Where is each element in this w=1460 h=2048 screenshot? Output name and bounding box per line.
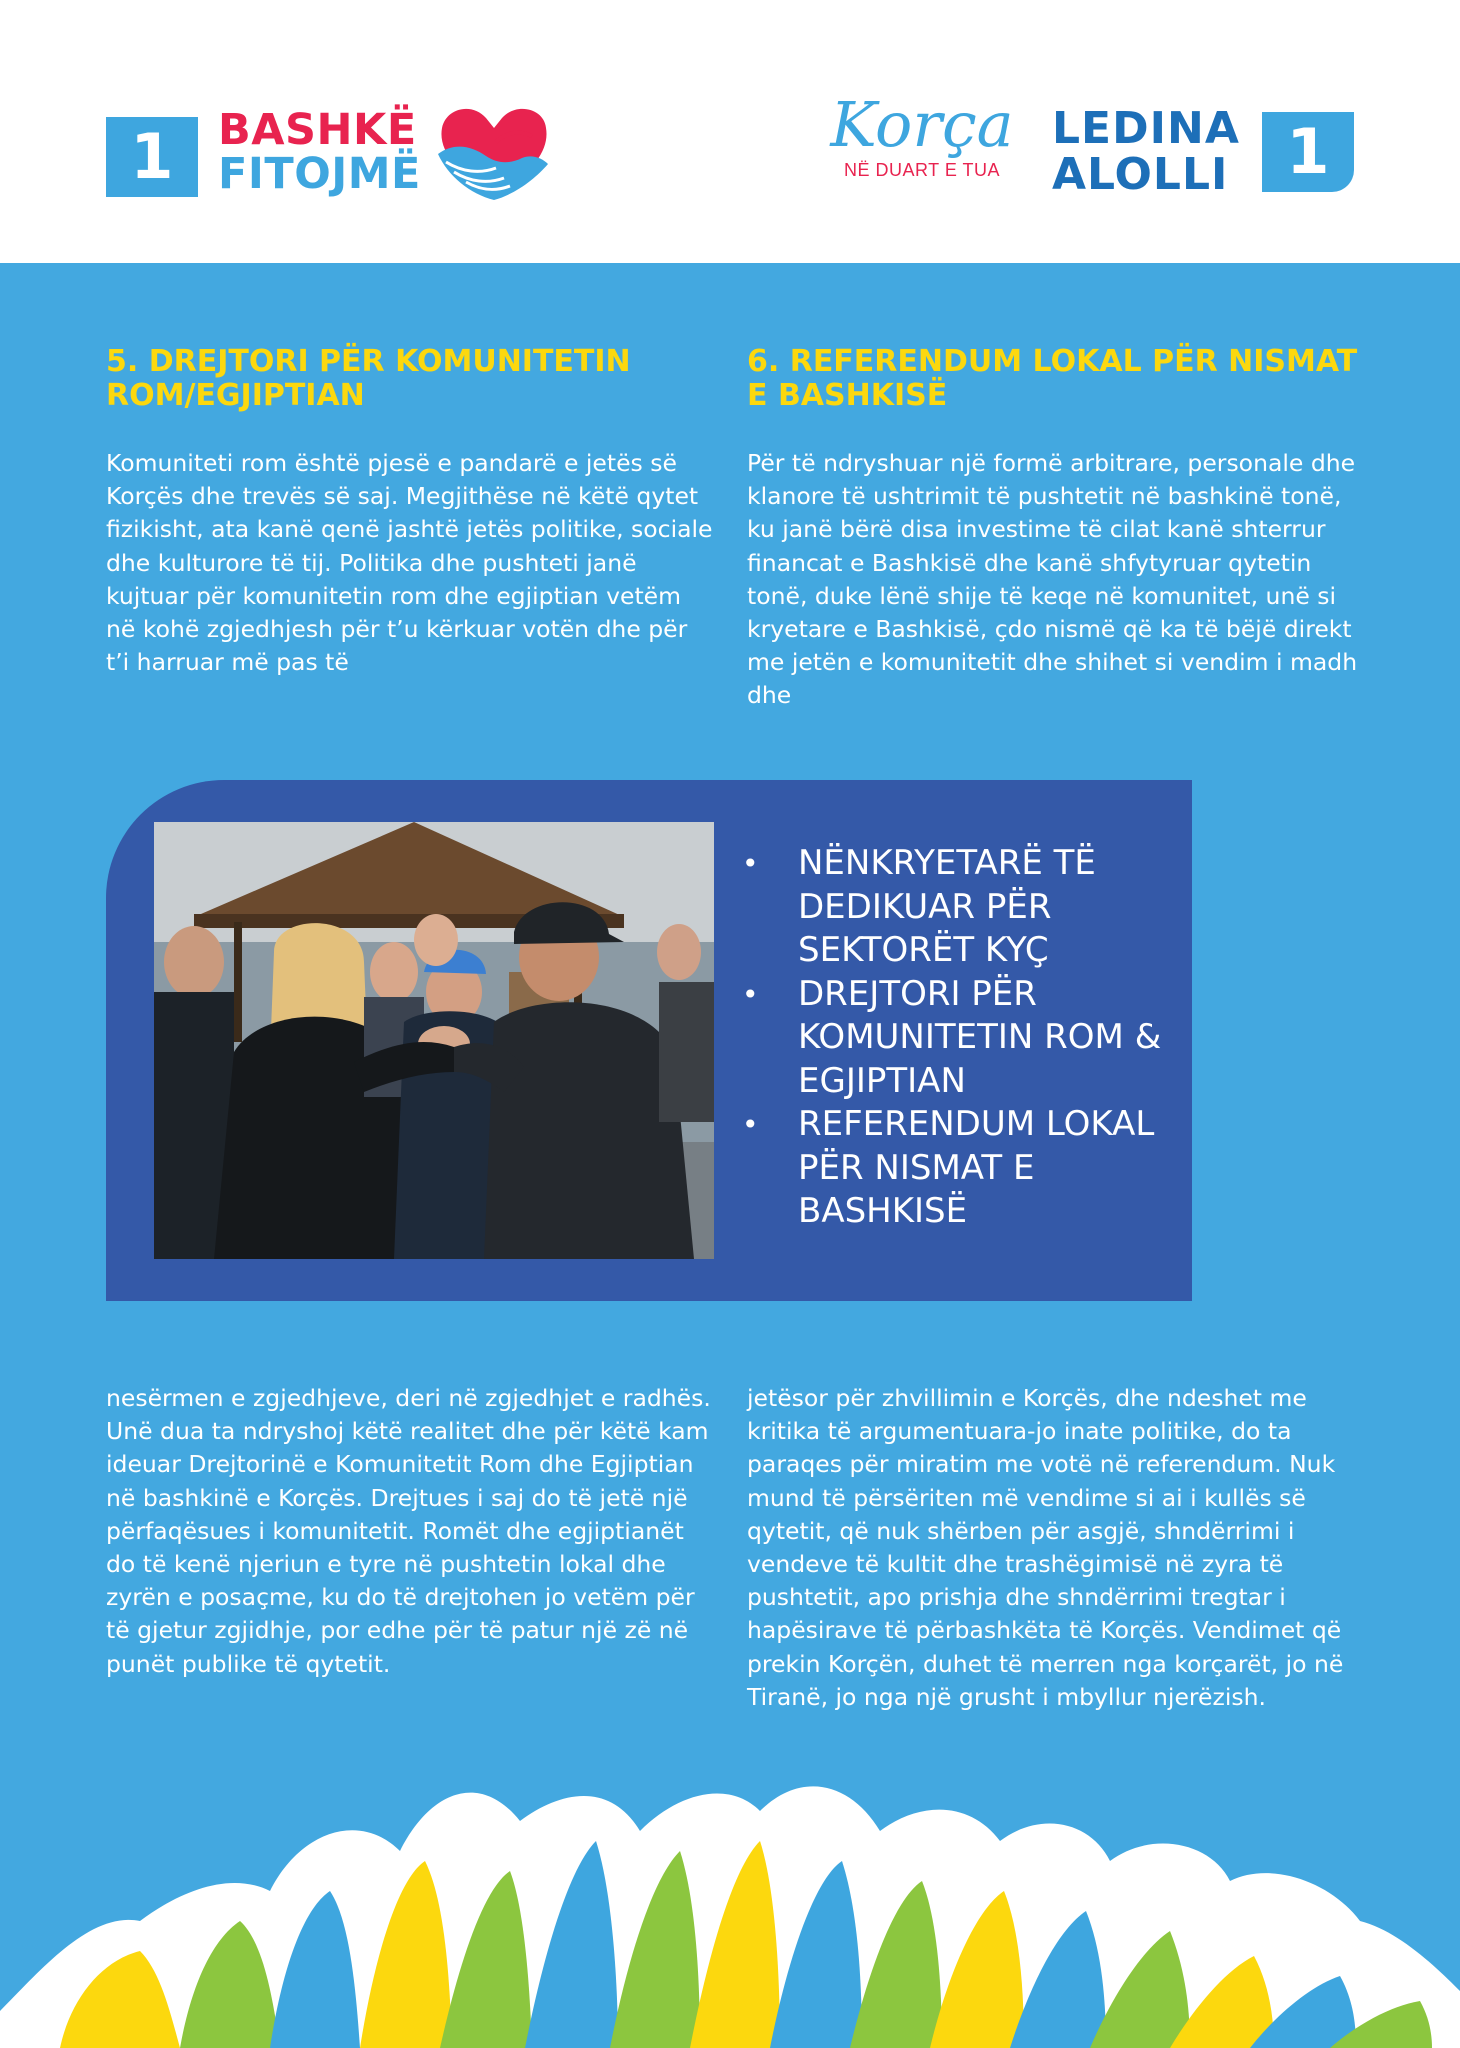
highlights-list [742, 842, 1182, 1234]
candidate-last-name: ALOLLI [1052, 149, 1229, 200]
section-5-title: 5. DREJTORI PËR KOMUNITETIN ROM/EGJIPTIAN [106, 344, 631, 413]
party-logo-text [218, 105, 421, 199]
party-name-line2: FITOJMË [218, 149, 421, 199]
heart-hands-icon [436, 102, 552, 204]
candidate-number-badge: 1 [1262, 112, 1354, 192]
section-5-text-bottom: nesërmen e zgjedhjeve, deri në zgjedhjet e radhës. Unë dua ta ndryshoj këtë realitet dhe për këtë kam ideuar Drejtorinë e Komunitetit Rom dhe Egjiptian në bashkinë e Korçës. Drejtues i saj do të jetë një përfaqësues i komunitetit. Romët dhe egjiptianët do të kenë njeriun e tyre në pushtetin lokal dhe zyrën e posaçme, ku do të drejtohen jo vetëm për të gjetur zgjidhje, por edhe për të patur një zë në punët publike të qytetit. [106, 1384, 711, 1678]
slogan-tagline: NË DUART E TUA [843, 160, 1001, 180]
highlight-item: • DREJTORI PËR KOMUNITETIN ROM & EGJIPTIAN [742, 973, 1182, 1104]
candidate-first-name: LEDINA [1052, 103, 1240, 154]
section-6-text-top: Për të ndryshuar një formë arbitrare, personale dhe klanore të ushtrimit të pushtetit në bashkinë tonë, ku janë bërë disa investime të cilat kanë shterrur financat e Bashkisë dhe kanë shfytyruar qytetin tonë, duke lënë shije të keqe në komunitet, unë si kryetare e Bashkisë, çdo nismë që ka të bëjë direkt me jetën e komunitetit dhe shihet si vendim i madh dhe [747, 449, 1358, 710]
party-name-line1: BASHKË [218, 105, 417, 155]
section-5-text-top: Komuniteti rom është pjesë e pandarë e jetës së Korçës dhe trevës së saj. Megjithëse në këtë qytet fizikisht, ata kanë qenë jashtë jetës politike, sociale dhe kulturore të tij. Politika dhe pushteti janë kujtuar për komunitetin rom dhe egjiptian vetëm në kohë zgjedhjesh për t’u kërkuar votën dhe për t’i harruar më pas të [106, 449, 713, 677]
campaign-handshake-photo [154, 822, 714, 1259]
section-6-title: 6. REFERENDUM LOKAL PËR NISMAT E BASHKISË [747, 344, 1358, 413]
highlights-panel [106, 780, 1192, 1301]
party-number-badge: 1 [106, 117, 198, 197]
highlight-item: • NËNKRYETARË TË DEDIKUAR PËR SEKTORËT KYÇ [742, 842, 1182, 973]
page-header [0, 0, 1460, 263]
section-6-text-bottom: jetësor për zhvillimin e Korçës, dhe ndeshet me kritika të argumentuara-jo inate politike, do ta paraqes për miratim me votë në referendum. Nuk mund të përsëriten më vendime si ai i kullës së qytetit, që nuk shërben për asgjë, shndërrimi i vendeve të kultit dhe trashëgimisë në zyra të pushtetit, apo prishja dhe shndërrimi tregtar i hapësirave të përbashkëta të Korçës. Vendimet që prekin Korçën, duhet të merren nga korçarët, jo në Tiranë, jo nga një grusht i mbyllur njerëzish. [747, 1384, 1344, 1711]
raised-hands-illustration [0, 1771, 1460, 2048]
candidate-name [1052, 103, 1240, 200]
highlight-item: • REFERENDUM LOKAL PËR NISMAT E BASHKISË [742, 1103, 1182, 1234]
slogan-script: Korça [830, 88, 1014, 161]
slogan-logo [822, 88, 1022, 181]
main-content [0, 263, 1460, 2048]
